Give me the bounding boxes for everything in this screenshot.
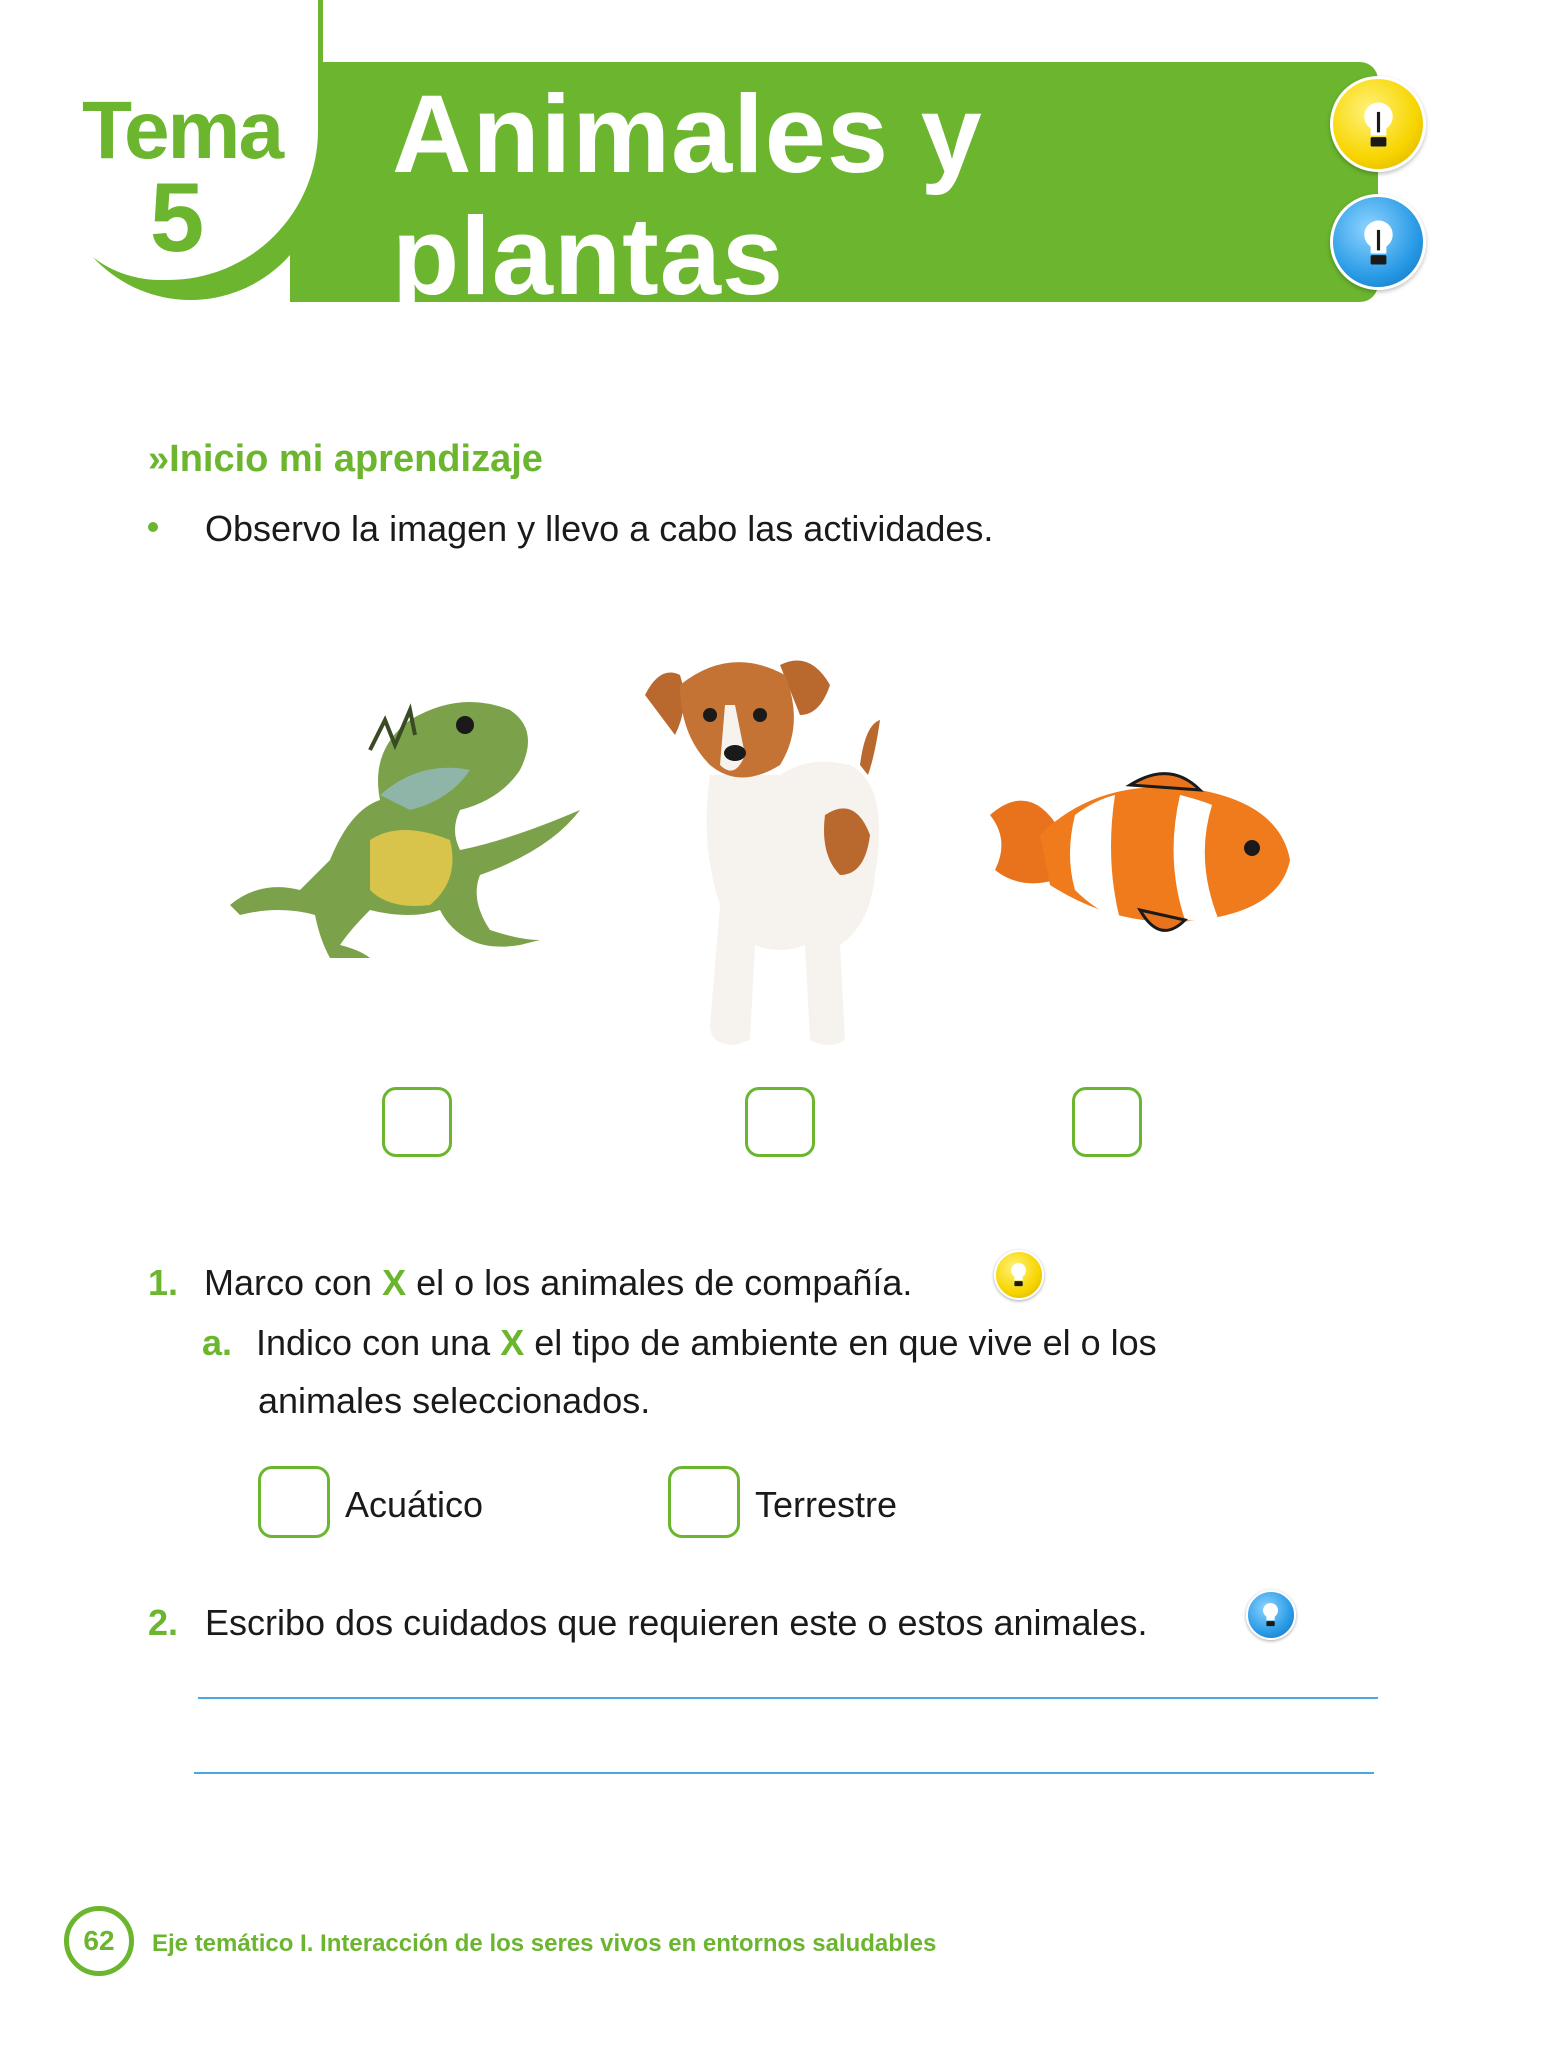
dog-image [640, 645, 920, 1065]
answer-line-2[interactable] [194, 1772, 1374, 1774]
option-acuatico-label: Acuático [345, 1484, 484, 1525]
q1-text-before: Marco con [204, 1262, 373, 1303]
tema-number: 5 [149, 162, 205, 272]
bullet-dot [148, 522, 158, 532]
title-line-1: Animales y [392, 73, 983, 196]
q1a-text-before: Indico con una [256, 1322, 491, 1363]
blue-bulb-icon [1330, 194, 1426, 290]
checkbox-terrestre[interactable] [668, 1466, 740, 1538]
q1-text-after: el o los animales de compañía. [416, 1262, 913, 1303]
q1-x-mark: X [382, 1262, 407, 1303]
page-title [392, 74, 1292, 318]
question-2-number: 2. [148, 1602, 179, 1643]
blue-bulb-icon [1246, 1590, 1296, 1640]
question-1-text [204, 1262, 912, 1304]
tema-label: Tema [81, 85, 283, 176]
title-line-2: plantas [392, 195, 785, 318]
footer-text: Eje temático I. Interacción de los seres vivos en entornos saludables [152, 1930, 937, 1957]
section-title: »Inicio mi aprendizaje [148, 438, 543, 480]
checkbox-fish[interactable] [1072, 1087, 1142, 1157]
iguana-image [220, 690, 590, 980]
question-1a-text [256, 1322, 1157, 1364]
q1a-text-after: el tipo de ambiente en que vive el o los [534, 1322, 1157, 1363]
page-number: 62 [64, 1906, 134, 1976]
question-1-number: 1. [148, 1262, 179, 1303]
checkbox-dog[interactable] [745, 1087, 815, 1157]
instruction-text: Observo la imagen y llevo a cabo las actividades. [205, 508, 994, 549]
clownfish-image [980, 760, 1300, 950]
checkbox-iguana[interactable] [382, 1087, 452, 1157]
yellow-bulb-icon [994, 1250, 1044, 1300]
option-terrestre-label: Terrestre [755, 1484, 898, 1525]
yellow-bulb-icon [1330, 76, 1426, 172]
question-2-text: Escribo dos cuidados que requieren este o estos animales. [205, 1602, 1148, 1643]
question-1a-text-line2: animales seleccionados. [258, 1380, 651, 1421]
answer-line-1[interactable] [198, 1697, 1378, 1699]
question-1a-letter: a. [202, 1322, 233, 1363]
q1a-x-mark: X [500, 1322, 525, 1363]
checkbox-acuatico[interactable] [258, 1466, 330, 1538]
